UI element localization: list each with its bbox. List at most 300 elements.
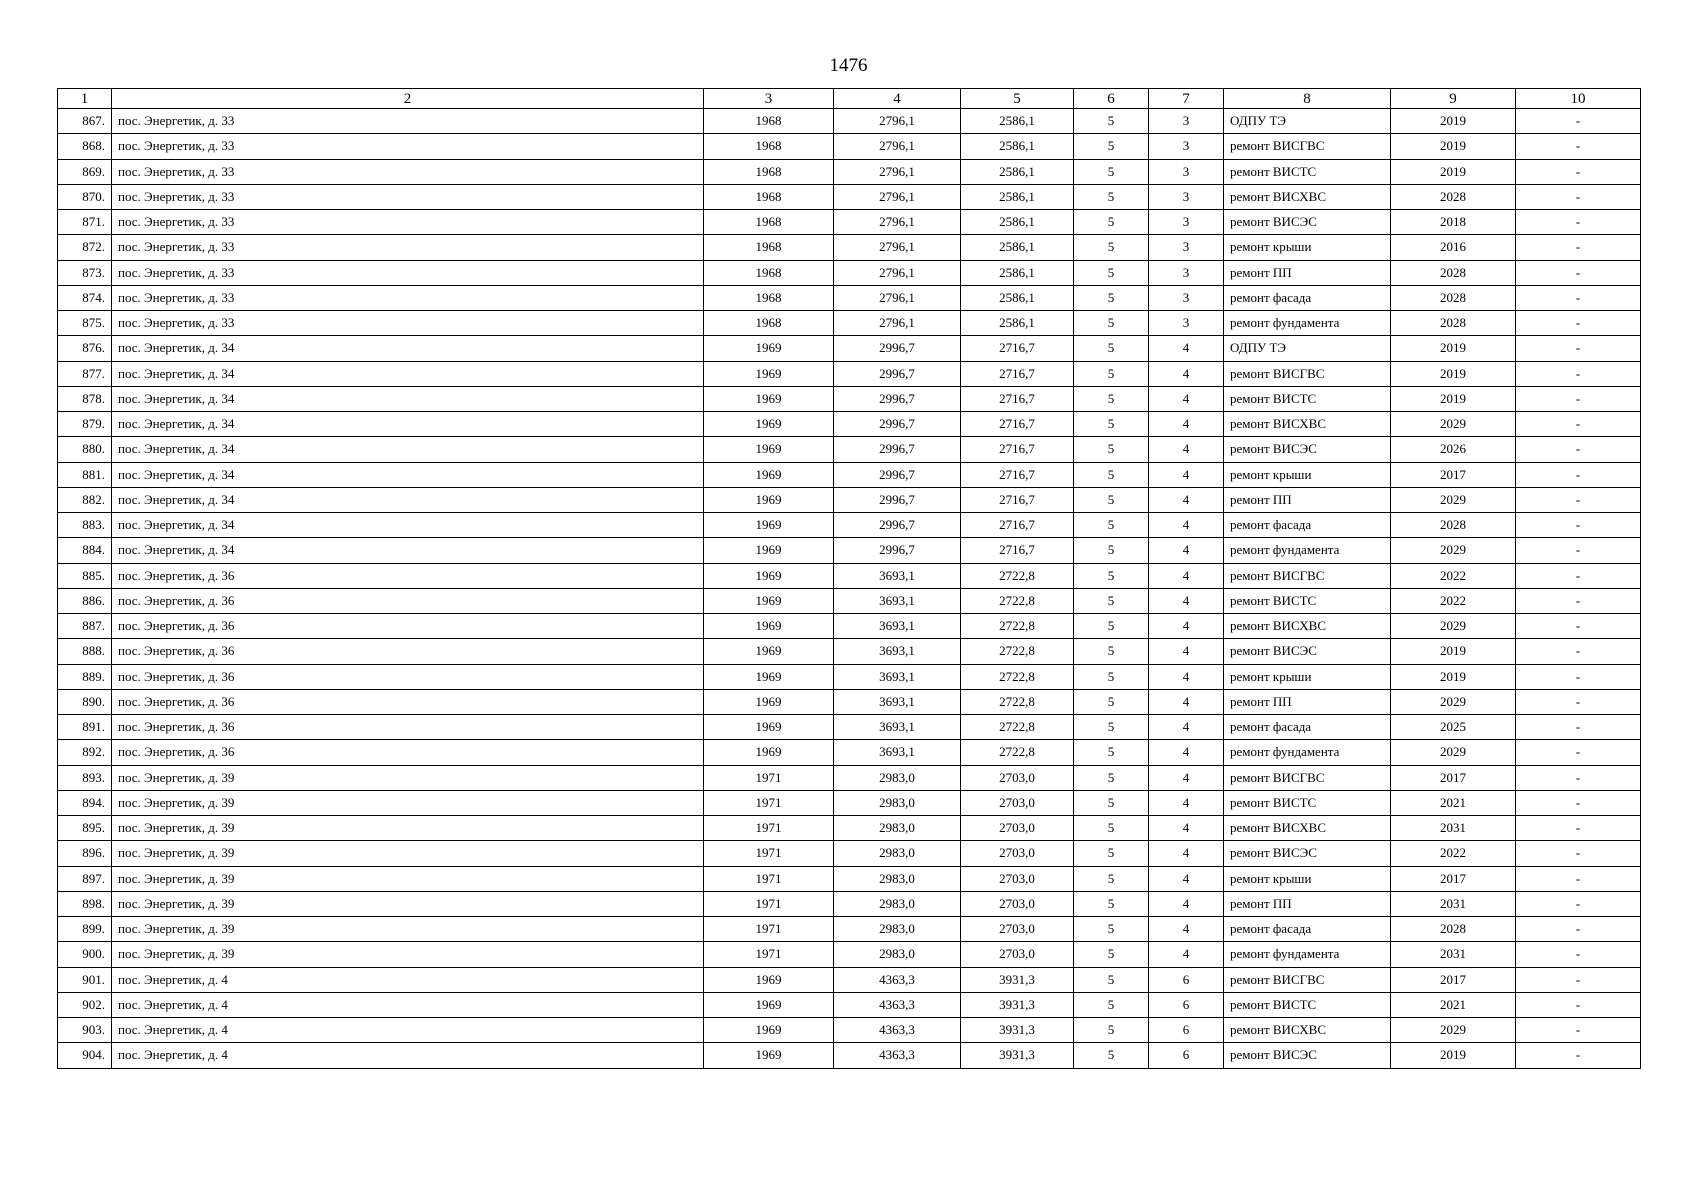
cell-entrances: 3: [1149, 109, 1224, 134]
table-row: [58, 361, 1641, 386]
cell-row-number: 897.: [58, 866, 112, 891]
cell-row-number: 903.: [58, 1018, 112, 1043]
table-row: [58, 866, 1641, 891]
cell-row-number: 894.: [58, 790, 112, 815]
column-header-7: 7: [1149, 89, 1224, 109]
cell-living-area: 2722,8: [961, 639, 1074, 664]
cell-floors: 5: [1074, 109, 1149, 134]
cell-total-area: 2796,1: [834, 184, 961, 209]
table-body: [58, 109, 1641, 1069]
cell-note: -: [1516, 588, 1641, 613]
cell-note: -: [1516, 891, 1641, 916]
cell-living-area: 2722,8: [961, 689, 1074, 714]
cell-planned-year: 2022: [1391, 841, 1516, 866]
cell-total-area: 3693,1: [834, 614, 961, 639]
cell-row-number: 885.: [58, 563, 112, 588]
cell-row-number: 875.: [58, 311, 112, 336]
cell-floors: 5: [1074, 437, 1149, 462]
cell-note: -: [1516, 664, 1641, 689]
cell-floors: 5: [1074, 336, 1149, 361]
cell-entrances: 4: [1149, 588, 1224, 613]
table-row: [58, 184, 1641, 209]
cell-floors: 5: [1074, 765, 1149, 790]
table-row: [58, 992, 1641, 1017]
cell-living-area: 2722,8: [961, 588, 1074, 613]
cell-address: пос. Энергетик, д. 33: [112, 134, 704, 159]
cell-total-area: 2983,0: [834, 891, 961, 916]
cell-row-number: 902.: [58, 992, 112, 1017]
cell-total-area: 2796,1: [834, 311, 961, 336]
column-header-3: 3: [704, 89, 834, 109]
cell-year-built: 1968: [704, 285, 834, 310]
cell-floors: 5: [1074, 967, 1149, 992]
cell-planned-year: 2029: [1391, 538, 1516, 563]
cell-note: -: [1516, 412, 1641, 437]
cell-entrances: 3: [1149, 210, 1224, 235]
cell-note: -: [1516, 841, 1641, 866]
cell-row-number: 892.: [58, 740, 112, 765]
cell-year-built: 1971: [704, 790, 834, 815]
cell-year-built: 1968: [704, 311, 834, 336]
cell-living-area: 2586,1: [961, 260, 1074, 285]
cell-living-area: 2722,8: [961, 740, 1074, 765]
table-row: [58, 891, 1641, 916]
cell-planned-year: 2021: [1391, 790, 1516, 815]
cell-entrances: 4: [1149, 765, 1224, 790]
cell-living-area: 2586,1: [961, 210, 1074, 235]
cell-entrances: 3: [1149, 134, 1224, 159]
table-row: [58, 134, 1641, 159]
cell-note: -: [1516, 816, 1641, 841]
cell-row-number: 899.: [58, 917, 112, 942]
cell-entrances: 4: [1149, 563, 1224, 588]
cell-planned-year: 2017: [1391, 462, 1516, 487]
cell-living-area: 2716,7: [961, 538, 1074, 563]
cell-year-built: 1969: [704, 437, 834, 462]
cell-note: -: [1516, 740, 1641, 765]
cell-work-type: ремонт крыши: [1224, 235, 1391, 260]
cell-entrances: 4: [1149, 538, 1224, 563]
cell-floors: 5: [1074, 361, 1149, 386]
cell-work-type: ремонт фасада: [1224, 917, 1391, 942]
cell-total-area: 2796,1: [834, 159, 961, 184]
cell-year-built: 1968: [704, 184, 834, 209]
cell-note: -: [1516, 134, 1641, 159]
cell-row-number: 887.: [58, 614, 112, 639]
cell-note: -: [1516, 790, 1641, 815]
cell-entrances: 4: [1149, 790, 1224, 815]
cell-total-area: 2996,7: [834, 538, 961, 563]
cell-entrances: 3: [1149, 235, 1224, 260]
cell-floors: 5: [1074, 715, 1149, 740]
cell-row-number: 896.: [58, 841, 112, 866]
cell-note: -: [1516, 967, 1641, 992]
cell-address: пос. Энергетик, д. 36: [112, 715, 704, 740]
table-row: [58, 437, 1641, 462]
column-header-10: 10: [1516, 89, 1641, 109]
table-row: [58, 513, 1641, 538]
cell-living-area: 2703,0: [961, 942, 1074, 967]
cell-work-type: ремонт ВИСГВС: [1224, 361, 1391, 386]
cell-total-area: 2996,7: [834, 336, 961, 361]
cell-row-number: 869.: [58, 159, 112, 184]
cell-note: -: [1516, 260, 1641, 285]
cell-work-type: ремонт ВИСХВС: [1224, 1018, 1391, 1043]
table-row: [58, 740, 1641, 765]
cell-work-type: ремонт крыши: [1224, 664, 1391, 689]
cell-planned-year: 2028: [1391, 917, 1516, 942]
cell-address: пос. Энергетик, д. 36: [112, 588, 704, 613]
cell-note: -: [1516, 210, 1641, 235]
cell-work-type: ремонт ВИСХВС: [1224, 614, 1391, 639]
table-row: [58, 790, 1641, 815]
cell-total-area: 2983,0: [834, 790, 961, 815]
cell-note: -: [1516, 235, 1641, 260]
cell-planned-year: 2025: [1391, 715, 1516, 740]
cell-entrances: 4: [1149, 487, 1224, 512]
column-header-6: 6: [1074, 89, 1149, 109]
cell-note: -: [1516, 614, 1641, 639]
cell-address: пос. Энергетик, д. 36: [112, 639, 704, 664]
cell-year-built: 1971: [704, 841, 834, 866]
column-header-9: 9: [1391, 89, 1516, 109]
cell-year-built: 1969: [704, 487, 834, 512]
cell-floors: 5: [1074, 841, 1149, 866]
cell-floors: 5: [1074, 866, 1149, 891]
cell-entrances: 4: [1149, 614, 1224, 639]
cell-note: -: [1516, 715, 1641, 740]
cell-address: пос. Энергетик, д. 39: [112, 841, 704, 866]
cell-total-area: 2796,1: [834, 260, 961, 285]
cell-floors: 5: [1074, 134, 1149, 159]
cell-floors: 5: [1074, 790, 1149, 815]
cell-entrances: 3: [1149, 260, 1224, 285]
cell-work-type: ОДПУ ТЭ: [1224, 336, 1391, 361]
cell-row-number: 895.: [58, 816, 112, 841]
cell-floors: 5: [1074, 462, 1149, 487]
cell-address: пос. Энергетик, д. 34: [112, 437, 704, 462]
cell-total-area: 4363,3: [834, 1043, 961, 1068]
cell-floors: 5: [1074, 311, 1149, 336]
cell-floors: 5: [1074, 184, 1149, 209]
table-row: [58, 715, 1641, 740]
cell-floors: 5: [1074, 614, 1149, 639]
cell-address: пос. Энергетик, д. 33: [112, 109, 704, 134]
cell-planned-year: 2029: [1391, 689, 1516, 714]
cell-address: пос. Энергетик, д. 4: [112, 992, 704, 1017]
cell-work-type: ремонт ВИСХВС: [1224, 184, 1391, 209]
cell-total-area: 3693,1: [834, 664, 961, 689]
cell-row-number: 883.: [58, 513, 112, 538]
cell-floors: 5: [1074, 917, 1149, 942]
cell-row-number: 868.: [58, 134, 112, 159]
cell-living-area: 2716,7: [961, 437, 1074, 462]
table-row: [58, 614, 1641, 639]
cell-total-area: 3693,1: [834, 639, 961, 664]
cell-entrances: 4: [1149, 841, 1224, 866]
cell-living-area: 2703,0: [961, 866, 1074, 891]
cell-total-area: 2983,0: [834, 765, 961, 790]
table-row: [58, 1043, 1641, 1068]
cell-year-built: 1971: [704, 917, 834, 942]
cell-planned-year: 2017: [1391, 967, 1516, 992]
cell-floors: 5: [1074, 563, 1149, 588]
cell-note: -: [1516, 689, 1641, 714]
cell-work-type: ремонт ВИСЭС: [1224, 841, 1391, 866]
cell-entrances: 4: [1149, 437, 1224, 462]
cell-planned-year: 2019: [1391, 109, 1516, 134]
cell-living-area: 2586,1: [961, 159, 1074, 184]
cell-address: пос. Энергетик, д. 34: [112, 361, 704, 386]
cell-row-number: 877.: [58, 361, 112, 386]
cell-year-built: 1969: [704, 361, 834, 386]
cell-planned-year: 2019: [1391, 664, 1516, 689]
cell-living-area: 2586,1: [961, 311, 1074, 336]
column-header-2: 2: [112, 89, 704, 109]
cell-total-area: 2796,1: [834, 210, 961, 235]
cell-planned-year: 2018: [1391, 210, 1516, 235]
cell-address: пос. Энергетик, д. 36: [112, 689, 704, 714]
cell-note: -: [1516, 437, 1641, 462]
cell-planned-year: 2019: [1391, 639, 1516, 664]
cell-year-built: 1971: [704, 942, 834, 967]
cell-work-type: ремонт ВИСХВС: [1224, 816, 1391, 841]
cell-work-type: ремонт ВИСГВС: [1224, 563, 1391, 588]
table-row: [58, 109, 1641, 134]
table-row: [58, 942, 1641, 967]
cell-floors: 5: [1074, 1043, 1149, 1068]
cell-row-number: 893.: [58, 765, 112, 790]
cell-entrances: 4: [1149, 386, 1224, 411]
cell-note: -: [1516, 765, 1641, 790]
table-row: [58, 841, 1641, 866]
cell-work-type: ремонт ВИСТС: [1224, 386, 1391, 411]
cell-work-type: ремонт ВИСЭС: [1224, 1043, 1391, 1068]
cell-entrances: 4: [1149, 361, 1224, 386]
cell-note: -: [1516, 462, 1641, 487]
cell-note: -: [1516, 487, 1641, 512]
cell-year-built: 1969: [704, 689, 834, 714]
repair-schedule-table: [57, 88, 1641, 1069]
cell-floors: 5: [1074, 740, 1149, 765]
cell-address: пос. Энергетик, д. 39: [112, 891, 704, 916]
cell-floors: 5: [1074, 285, 1149, 310]
cell-year-built: 1968: [704, 235, 834, 260]
cell-year-built: 1968: [704, 109, 834, 134]
cell-year-built: 1969: [704, 614, 834, 639]
cell-work-type: ремонт ВИСЭС: [1224, 210, 1391, 235]
cell-row-number: 904.: [58, 1043, 112, 1068]
cell-work-type: ремонт фасада: [1224, 285, 1391, 310]
cell-living-area: 2586,1: [961, 134, 1074, 159]
cell-address: пос. Энергетик, д. 4: [112, 967, 704, 992]
table-row: [58, 816, 1641, 841]
cell-year-built: 1971: [704, 891, 834, 916]
cell-note: -: [1516, 513, 1641, 538]
cell-row-number: 886.: [58, 588, 112, 613]
cell-year-built: 1969: [704, 588, 834, 613]
cell-floors: 5: [1074, 891, 1149, 916]
cell-year-built: 1971: [704, 816, 834, 841]
cell-living-area: 2716,7: [961, 487, 1074, 512]
cell-living-area: 2722,8: [961, 715, 1074, 740]
cell-living-area: 2586,1: [961, 285, 1074, 310]
cell-work-type: ремонт фундамента: [1224, 740, 1391, 765]
cell-year-built: 1968: [704, 210, 834, 235]
cell-planned-year: 2019: [1391, 386, 1516, 411]
cell-planned-year: 2031: [1391, 891, 1516, 916]
cell-total-area: 2996,7: [834, 386, 961, 411]
cell-total-area: 3693,1: [834, 715, 961, 740]
cell-floors: 5: [1074, 210, 1149, 235]
cell-entrances: 4: [1149, 639, 1224, 664]
cell-work-type: ОДПУ ТЭ: [1224, 109, 1391, 134]
cell-total-area: 4363,3: [834, 1018, 961, 1043]
cell-total-area: 4363,3: [834, 992, 961, 1017]
cell-living-area: 2716,7: [961, 412, 1074, 437]
cell-total-area: 3693,1: [834, 563, 961, 588]
cell-address: пос. Энергетик, д. 33: [112, 311, 704, 336]
table-row: [58, 588, 1641, 613]
cell-total-area: 2996,7: [834, 361, 961, 386]
table-row: [58, 917, 1641, 942]
cell-planned-year: 2019: [1391, 134, 1516, 159]
cell-planned-year: 2029: [1391, 487, 1516, 512]
cell-planned-year: 2028: [1391, 285, 1516, 310]
table-row: [58, 689, 1641, 714]
cell-row-number: 874.: [58, 285, 112, 310]
cell-note: -: [1516, 311, 1641, 336]
cell-address: пос. Энергетик, д. 34: [112, 462, 704, 487]
cell-floors: 5: [1074, 412, 1149, 437]
cell-living-area: 2586,1: [961, 109, 1074, 134]
cell-address: пос. Энергетик, д. 39: [112, 942, 704, 967]
cell-floors: 5: [1074, 538, 1149, 563]
cell-year-built: 1971: [704, 866, 834, 891]
cell-entrances: 4: [1149, 740, 1224, 765]
cell-entrances: 4: [1149, 689, 1224, 714]
cell-living-area: 2722,8: [961, 664, 1074, 689]
cell-total-area: 3693,1: [834, 689, 961, 714]
table-row: [58, 639, 1641, 664]
cell-work-type: ремонт ПП: [1224, 689, 1391, 714]
cell-row-number: 881.: [58, 462, 112, 487]
cell-planned-year: 2028: [1391, 184, 1516, 209]
cell-planned-year: 2022: [1391, 563, 1516, 588]
cell-year-built: 1969: [704, 967, 834, 992]
cell-planned-year: 2028: [1391, 260, 1516, 285]
page-number: 1476: [829, 55, 868, 76]
cell-living-area: 2722,8: [961, 614, 1074, 639]
cell-living-area: 2703,0: [961, 841, 1074, 866]
cell-total-area: 2996,7: [834, 412, 961, 437]
cell-entrances: 4: [1149, 462, 1224, 487]
cell-total-area: 2996,7: [834, 513, 961, 538]
cell-year-built: 1969: [704, 1043, 834, 1068]
cell-total-area: 2796,1: [834, 109, 961, 134]
column-header-1: 1: [58, 89, 112, 109]
cell-work-type: ремонт ПП: [1224, 891, 1391, 916]
cell-year-built: 1969: [704, 462, 834, 487]
cell-planned-year: 2028: [1391, 513, 1516, 538]
cell-planned-year: 2029: [1391, 740, 1516, 765]
cell-planned-year: 2019: [1391, 336, 1516, 361]
cell-floors: 5: [1074, 639, 1149, 664]
cell-entrances: 4: [1149, 816, 1224, 841]
cell-work-type: ремонт фасада: [1224, 715, 1391, 740]
table-row: [58, 412, 1641, 437]
cell-entrances: 6: [1149, 992, 1224, 1017]
cell-living-area: 2716,7: [961, 462, 1074, 487]
cell-address: пос. Энергетик, д. 39: [112, 790, 704, 815]
cell-address: пос. Энергетик, д. 39: [112, 866, 704, 891]
cell-year-built: 1969: [704, 513, 834, 538]
cell-living-area: 3931,3: [961, 992, 1074, 1017]
cell-total-area: 3693,1: [834, 740, 961, 765]
cell-living-area: 2716,7: [961, 386, 1074, 411]
cell-floors: 5: [1074, 260, 1149, 285]
cell-floors: 5: [1074, 588, 1149, 613]
cell-floors: 5: [1074, 159, 1149, 184]
cell-note: -: [1516, 361, 1641, 386]
cell-living-area: 2586,1: [961, 184, 1074, 209]
cell-note: -: [1516, 184, 1641, 209]
cell-floors: 5: [1074, 1018, 1149, 1043]
cell-year-built: 1968: [704, 260, 834, 285]
cell-year-built: 1969: [704, 412, 834, 437]
cell-address: пос. Энергетик, д. 33: [112, 210, 704, 235]
cell-address: пос. Энергетик, д. 36: [112, 614, 704, 639]
cell-entrances: 3: [1149, 285, 1224, 310]
column-header-4: 4: [834, 89, 961, 109]
cell-planned-year: 2029: [1391, 614, 1516, 639]
cell-total-area: 2996,7: [834, 462, 961, 487]
cell-entrances: 4: [1149, 715, 1224, 740]
cell-note: -: [1516, 336, 1641, 361]
cell-living-area: 2716,7: [961, 336, 1074, 361]
cell-floors: 5: [1074, 664, 1149, 689]
cell-living-area: 2722,8: [961, 563, 1074, 588]
cell-floors: 5: [1074, 487, 1149, 512]
cell-year-built: 1968: [704, 159, 834, 184]
cell-address: пос. Энергетик, д. 39: [112, 816, 704, 841]
cell-work-type: ремонт фундамента: [1224, 538, 1391, 563]
cell-planned-year: 2017: [1391, 866, 1516, 891]
table-row: [58, 538, 1641, 563]
cell-row-number: 867.: [58, 109, 112, 134]
cell-planned-year: 2016: [1391, 235, 1516, 260]
cell-address: пос. Энергетик, д. 34: [112, 513, 704, 538]
cell-entrances: 4: [1149, 664, 1224, 689]
cell-work-type: ремонт крыши: [1224, 866, 1391, 891]
column-header-8: 8: [1224, 89, 1391, 109]
cell-note: -: [1516, 386, 1641, 411]
cell-row-number: 882.: [58, 487, 112, 512]
table-row: [58, 210, 1641, 235]
cell-note: -: [1516, 285, 1641, 310]
cell-planned-year: 2028: [1391, 311, 1516, 336]
cell-entrances: 4: [1149, 942, 1224, 967]
cell-address: пос. Энергетик, д. 39: [112, 917, 704, 942]
cell-entrances: 3: [1149, 311, 1224, 336]
cell-living-area: 2703,0: [961, 765, 1074, 790]
cell-year-built: 1969: [704, 386, 834, 411]
cell-floors: 5: [1074, 816, 1149, 841]
cell-work-type: ремонт ПП: [1224, 487, 1391, 512]
cell-entrances: 4: [1149, 513, 1224, 538]
cell-living-area: 2703,0: [961, 891, 1074, 916]
cell-entrances: 4: [1149, 917, 1224, 942]
